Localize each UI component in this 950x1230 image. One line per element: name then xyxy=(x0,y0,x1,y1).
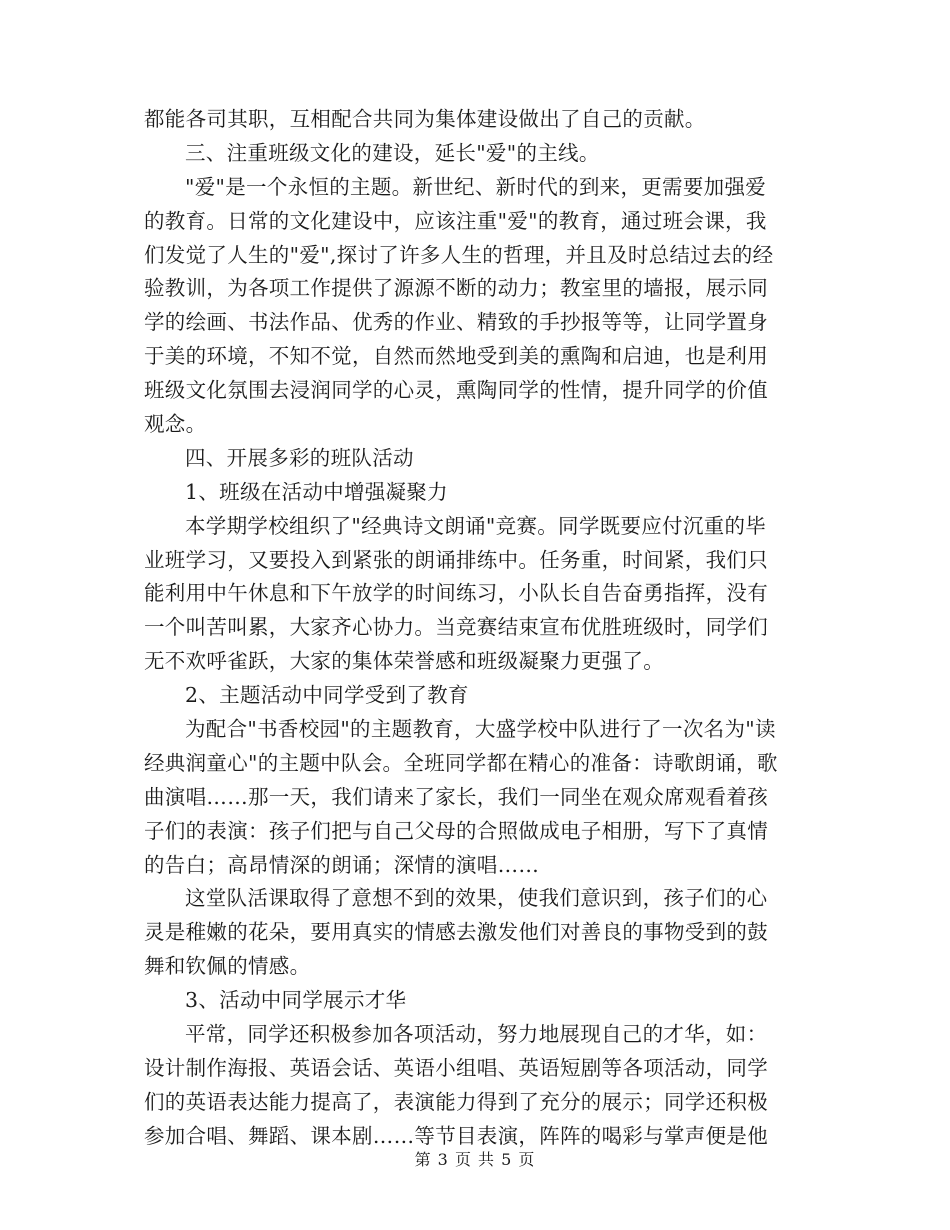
text-line: 舞和钦佩的情感。 xyxy=(144,954,311,979)
text-line: 们发觉了人生的"爱",探讨了许多人生的哲理，并且及时总结过去的经 xyxy=(144,242,774,267)
text-line: 灵是稚嫩的花朵，要用真实的情感去激发他们对善良的事物受到的鼓 xyxy=(144,920,768,945)
text-line: 无不欢呼雀跃，大家的集体荣誉感和班级凝聚力更强了。 xyxy=(144,649,664,674)
text-line: 为配合"书香校园"的主题教育，大盛学校中队进行了一次名为"读 xyxy=(185,717,776,742)
text-line: "爱"是一个永恒的主题。新世纪、新时代的到来，更需要加强爱 xyxy=(185,174,767,199)
page-number-footer: 第 3 页 共 5 页 xyxy=(414,1150,536,1169)
body-text xyxy=(144,103,814,1154)
text-line: 一个叫苦叫累，大家齐心协力。当竞赛结束宣布优胜班级时，同学们 xyxy=(144,615,768,640)
text-line: 平常，同学还积极参加各项活动，努力地展现自己的才华，如： xyxy=(185,1022,768,1047)
text-line: 这堂队活课取得了意想不到的效果，使我们意识到，孩子们的心 xyxy=(185,886,768,911)
text-line: 本学期学校组织了"经典诗文朗诵"竞赛。同学既要应付沉重的毕 xyxy=(185,513,767,538)
section-heading: 三、注重班级文化的建设，延长"爱"的主线。 xyxy=(185,140,600,165)
text-line: 曲演唱……那一天，我们请来了家长，我们一同坐在观众席观看着孩 xyxy=(144,784,768,809)
subsection-heading: 3、活动中同学展示才华 xyxy=(185,988,407,1013)
text-line: 设计制作海报、英语会话、英语小组唱、英语短剧等各项活动，同学 xyxy=(144,1055,768,1080)
text-line: 们的英语表达能力提高了，表演能力得到了充分的展示；同学还积极 xyxy=(144,1089,768,1114)
text-line: 学的绘画、书法作品、优秀的作业、精致的手抄报等等，让同学置身 xyxy=(144,310,768,335)
text-line: 班级文化氛围去浸润同学的心灵，熏陶同学的性情，提升同学的价值 xyxy=(144,378,768,403)
text-line: 子们的表演：孩子们把与自己父母的合照做成电子相册，写下了真情 xyxy=(144,818,768,843)
text-line: 观念。 xyxy=(144,412,207,437)
text-line: 都能各司其职，互相配合共同为集体建设做出了自己的贡献。 xyxy=(144,107,706,131)
text-line: 业班学习，又要投入到紧张的朗诵排练中。任务重，时间紧，我们只 xyxy=(144,547,768,572)
subsection-heading: 1、班级在活动中增强凝聚力 xyxy=(185,479,448,504)
text-line: 参加合唱、舞蹈、课本剧……等节目表演，阵阵的喝彩与掌声便是他 xyxy=(144,1123,768,1148)
text-line: 能利用中午休息和下午放学的时间练习，小队长自告奋勇指挥，没有 xyxy=(144,581,768,606)
text-line: 的教育。日常的文化建设中，应该注重"爱"的教育，通过班会课，我 xyxy=(144,208,767,233)
section-heading: 四、开展多彩的班队活动 xyxy=(185,445,414,470)
text-line: 经典润童心"的主题中队会。全班同学都在精心的准备：诗歌朗诵，歌 xyxy=(144,750,778,775)
text-line: 于美的环境，不知不觉，自然而然地受到美的熏陶和启迪，也是利用 xyxy=(144,344,768,369)
text-line: 的告白；高昂情深的朗诵；深情的演唱…… xyxy=(144,852,540,877)
text-line: 验教训，为各项工作提供了源源不断的动力；教室里的墙报，展示同 xyxy=(144,276,768,301)
subsection-heading: 2、主题活动中同学受到了教育 xyxy=(185,683,469,708)
